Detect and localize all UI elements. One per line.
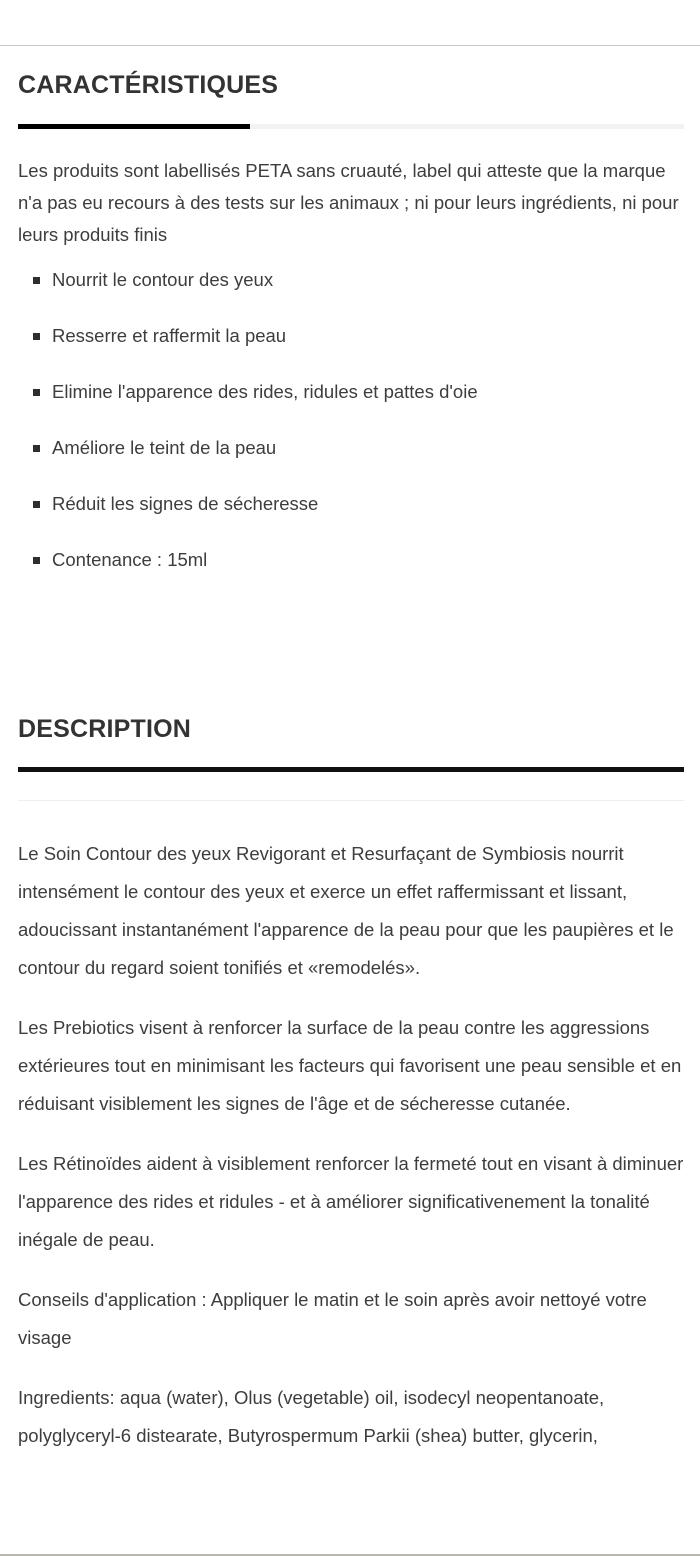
list-item-label: Nourrit le contour des yeux (52, 269, 274, 291)
square-bullet-icon (33, 557, 40, 564)
description-body (18, 801, 684, 1455)
square-bullet-icon (33, 501, 40, 508)
description-heading-rule (18, 767, 684, 772)
description-section (0, 690, 700, 1455)
list-item-label: Réduit les signes de sécheresse (52, 493, 319, 515)
square-bullet-icon (33, 389, 40, 396)
list-item-label: Elimine l'apparence des rides, ridules et pattes d'oie (52, 381, 478, 403)
description-paragraph: Conseils d'application : Appliquer le matin et le soin après avoir nettoyé votre visage (18, 1289, 647, 1349)
list-item (18, 547, 684, 573)
features-heading: CARACTÉRISTIQUES (18, 71, 279, 99)
list-item (18, 267, 684, 293)
list-item (18, 435, 684, 461)
features-intro-text: Les produits sont labellisés PETA sans cruauté, label qui atteste que la marque n'a pas eu recours à des tests sur les animaux ; ni pour leurs ingrédients, ni pour leurs produits finis (18, 160, 679, 246)
description-paragraph: Les Prebiotics visent à renforcer la surface de la peau contre les aggressions extérieures tout en minimisant les facteurs qui favorisent une peau sensible et en réduisant visiblement les signes de l'âge et de sécheresse cutanée. (18, 1017, 682, 1115)
square-bullet-icon (33, 445, 40, 452)
description-heading: DESCRIPTION (18, 715, 192, 743)
list-item-label: Améliore le teint de la peau (52, 437, 277, 459)
features-list (18, 251, 684, 573)
list-item-label: Resserre et raffermit la peau (52, 325, 287, 347)
list-item (18, 491, 684, 517)
ingredients-paragraph: Ingredients: aqua (water), Olus (vegetable) oil, isodecyl neopentanoate, polyglyceryl-6 distearate, Butyrospermum Parkii (shea) butter, glycerin, (18, 1387, 605, 1447)
list-item (18, 379, 684, 405)
list-item-label: Contenance : 15ml (52, 549, 208, 571)
description-paragraph: Les Rétinoïdes aident à visiblement renforcer la fermeté tout en visant à diminuer l'apparence des rides et ridules - et à améliorer significativenement la tonalité inégale de peau. (18, 1153, 684, 1251)
square-bullet-icon (33, 277, 40, 284)
square-bullet-icon (33, 333, 40, 340)
list-item (18, 323, 684, 349)
description-paragraph: Le Soin Contour des yeux Revigorant et Resurfaçant de Symbiosis nourrit intensément le contour des yeux et exerce un effet raffermissant et lissant, adoucissant instantanément l'apparence de la peau pour que les paupières et le contour du regard soient tonifiés et «remodelés». (18, 843, 674, 979)
features-section (0, 46, 700, 573)
features-heading-rule (18, 124, 684, 129)
